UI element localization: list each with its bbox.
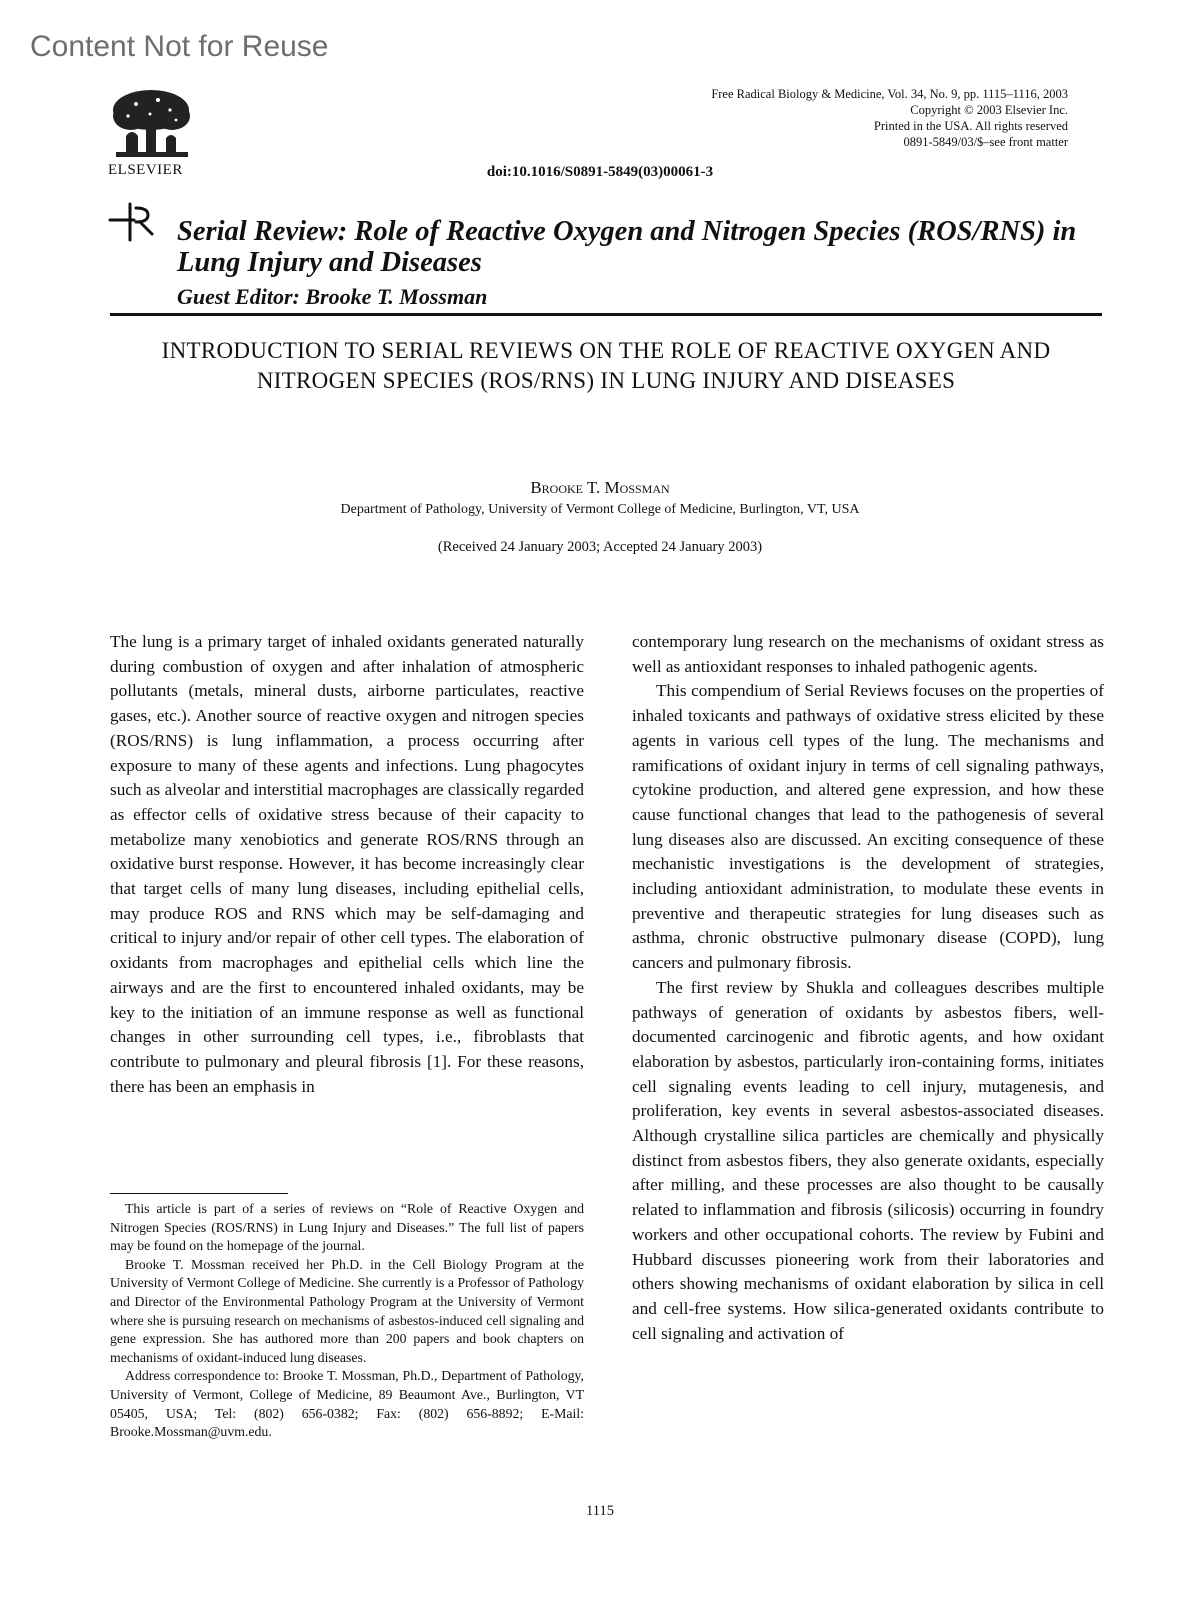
watermark: Content Not for Reuse: [30, 30, 329, 63]
issn-line: 0891-5849/03/$–see front matter: [903, 135, 1068, 149]
header-rule: [110, 313, 1102, 316]
article-title: INTRODUCTION TO SERIAL REVIEWS ON THE ROLE OF REACTIVE OXYGEN AND NITROGEN SPECIES (ROS/RNS) IN LUNG INJURY AND DISEASES: [161, 338, 1051, 393]
footnote: This article is part of a series of reviews on “Role of Reactive Oxygen and Nitrogen Species (ROS/RNS) in Lung Injury and Diseases.” The full list of papers may be found on the homepage of the journal.: [110, 1201, 584, 1254]
paragraph: The first review by Shukla and colleagues describes multiple pathways of generation of oxidants by asbestos fibers, well-documented carcinogenic and fibrotic agents, and how oxidant elaboration by asbestos, particularly iron-containing forms, initiates cell signaling events leading to cell injury, mutagenesis, and proliferation, key events in several asbestos-associated diseases. Although crystalline silica particles are chemically and physically distinct from asbestos fibers, they also generate oxidants, especially after milling, and these processes are also thought to be causally related to inflammation and fibrosis (silicosis) occurring in foundry workers and other occupational cohorts. The review by Fubini and Hubbard discusses pioneering work from their laboratories and others showing mechanisms of oxidant elaboration by silica in cell and cell-free systems. How silica-generated oxidants contribute to cell signaling and activation of: [632, 977, 1104, 1343]
guest-editor: Guest Editor: Brooke T. Mossman: [177, 284, 488, 309]
body-right-column: [632, 630, 1104, 1346]
body-left-column: [110, 630, 584, 1099]
author-name: Brooke T. Mossman: [530, 478, 670, 497]
rights-line: Printed in the USA. All rights reserved: [873, 119, 1068, 133]
copyright-line: Copyright © 2003 Elsevier Inc.: [910, 103, 1068, 117]
paragraph: This compendium of Serial Reviews focuses on the properties of inhaled toxicants and pathways of oxidative stress elicited by these agents in various cell types of the lung. The mechanisms and ramifications of oxidant injury in terms of cell signaling pathways, cytokine production, and altered gene expression, and how these cause functional changes that lead to the pathogenesis of several lung diseases also are discussed. An exciting consequence of these mechanistic investigations is the development of strategies, including antioxidant administration, to modulate these events in preventive and therapeutic strategies for lung diseases such as asthma, chronic obstructive pulmonary disease (COPD), lung cancers and pulmonary fibrosis.: [632, 681, 1104, 973]
paragraph: contemporary lung research on the mechanisms of oxidant stress as well as antioxidant responses to inhaled pathogenic agents.: [632, 632, 1104, 676]
footnote-rule: [110, 1193, 288, 1194]
doi-link[interactable]: doi:10.1016/S0891-5849(03)00061-3: [486, 164, 714, 180]
author-affiliation: Department of Pathology, University of Vermont College of Medicine, Burlington, VT, USA: [340, 502, 860, 517]
serial-title: Serial Review: Role of Reactive Oxygen and Nitrogen Species (ROS/RNS) in Lung Injury and Diseases: [177, 216, 1077, 278]
paragraph: The lung is a primary target of inhaled oxidants generated naturally during combustion of oxygen and after inhalation of atmospheric pollutants (metals, mineral dusts, airborne particulates, reactive gases, etc.). Another source of reactive oxygen and nitrogen species (ROS/RNS) is lung inflammation, a process occurring after exposure to many of these agents and infections. Lung phagocytes such as alveolar and interstitial macrophages are classically regarded as effector cells of oxidative stress because of their capacity to metabolize many xenobiotics and generate ROS/RNS through an oxidative burst response. However, it has become increasingly clear that target cells of many lung diseases, including epithelial cells, may produce ROS and RNS which may be self-damaging and critical to injury and/or repair of other cell types. The elaboration of oxidants from macrophages and epithelial cells which line the airways and are the first to encountered inhaled oxidants, may be key to the initiation of an immune response as well as functional changes in other surrounding cell types, i.e., fibroblasts that contribute to pulmonary and pleural fibrosis [1]. For these reasons, there has been an emphasis in: [110, 632, 584, 1096]
page-number: 1115: [586, 1503, 614, 1519]
footnote: Address correspondence to: Brooke T. Mossman, Ph.D., Department of Pathology, University of Vermont, College of Medicine, 89 Beaumont Ave., Burlington, VT 05405, USA; Tel: (802) 656-0382; Fax: (802) 656-8892; E-Mail: Brooke.Mossman@uvm.edu.: [110, 1368, 584, 1440]
footnotes: [110, 1200, 584, 1442]
serial-review-icon: [106, 200, 162, 244]
publisher-name: ELSEVIER: [108, 162, 183, 178]
journal-citation: Free Radical Biology & Medicine, Vol. 34, No. 9, pp. 1115–1116, 2003: [711, 87, 1068, 101]
journal-info: [711, 86, 1068, 150]
footnote: Brooke T. Mossman received her Ph.D. in the Cell Biology Program at the University of Vermont College of Medicine. She currently is a Professor of Pathology and Director of the Environmental Pathology Program at the University of Vermont where she is pursuing research on mechanisms of asbestos-induced cell signaling and gene expression. She has authored more than 200 papers and book chapters on mechanisms of oxidant-induced lung diseases.: [110, 1256, 584, 1365]
received-accepted-dates: (Received 24 January 2003; Accepted 24 January 2003): [437, 539, 763, 555]
